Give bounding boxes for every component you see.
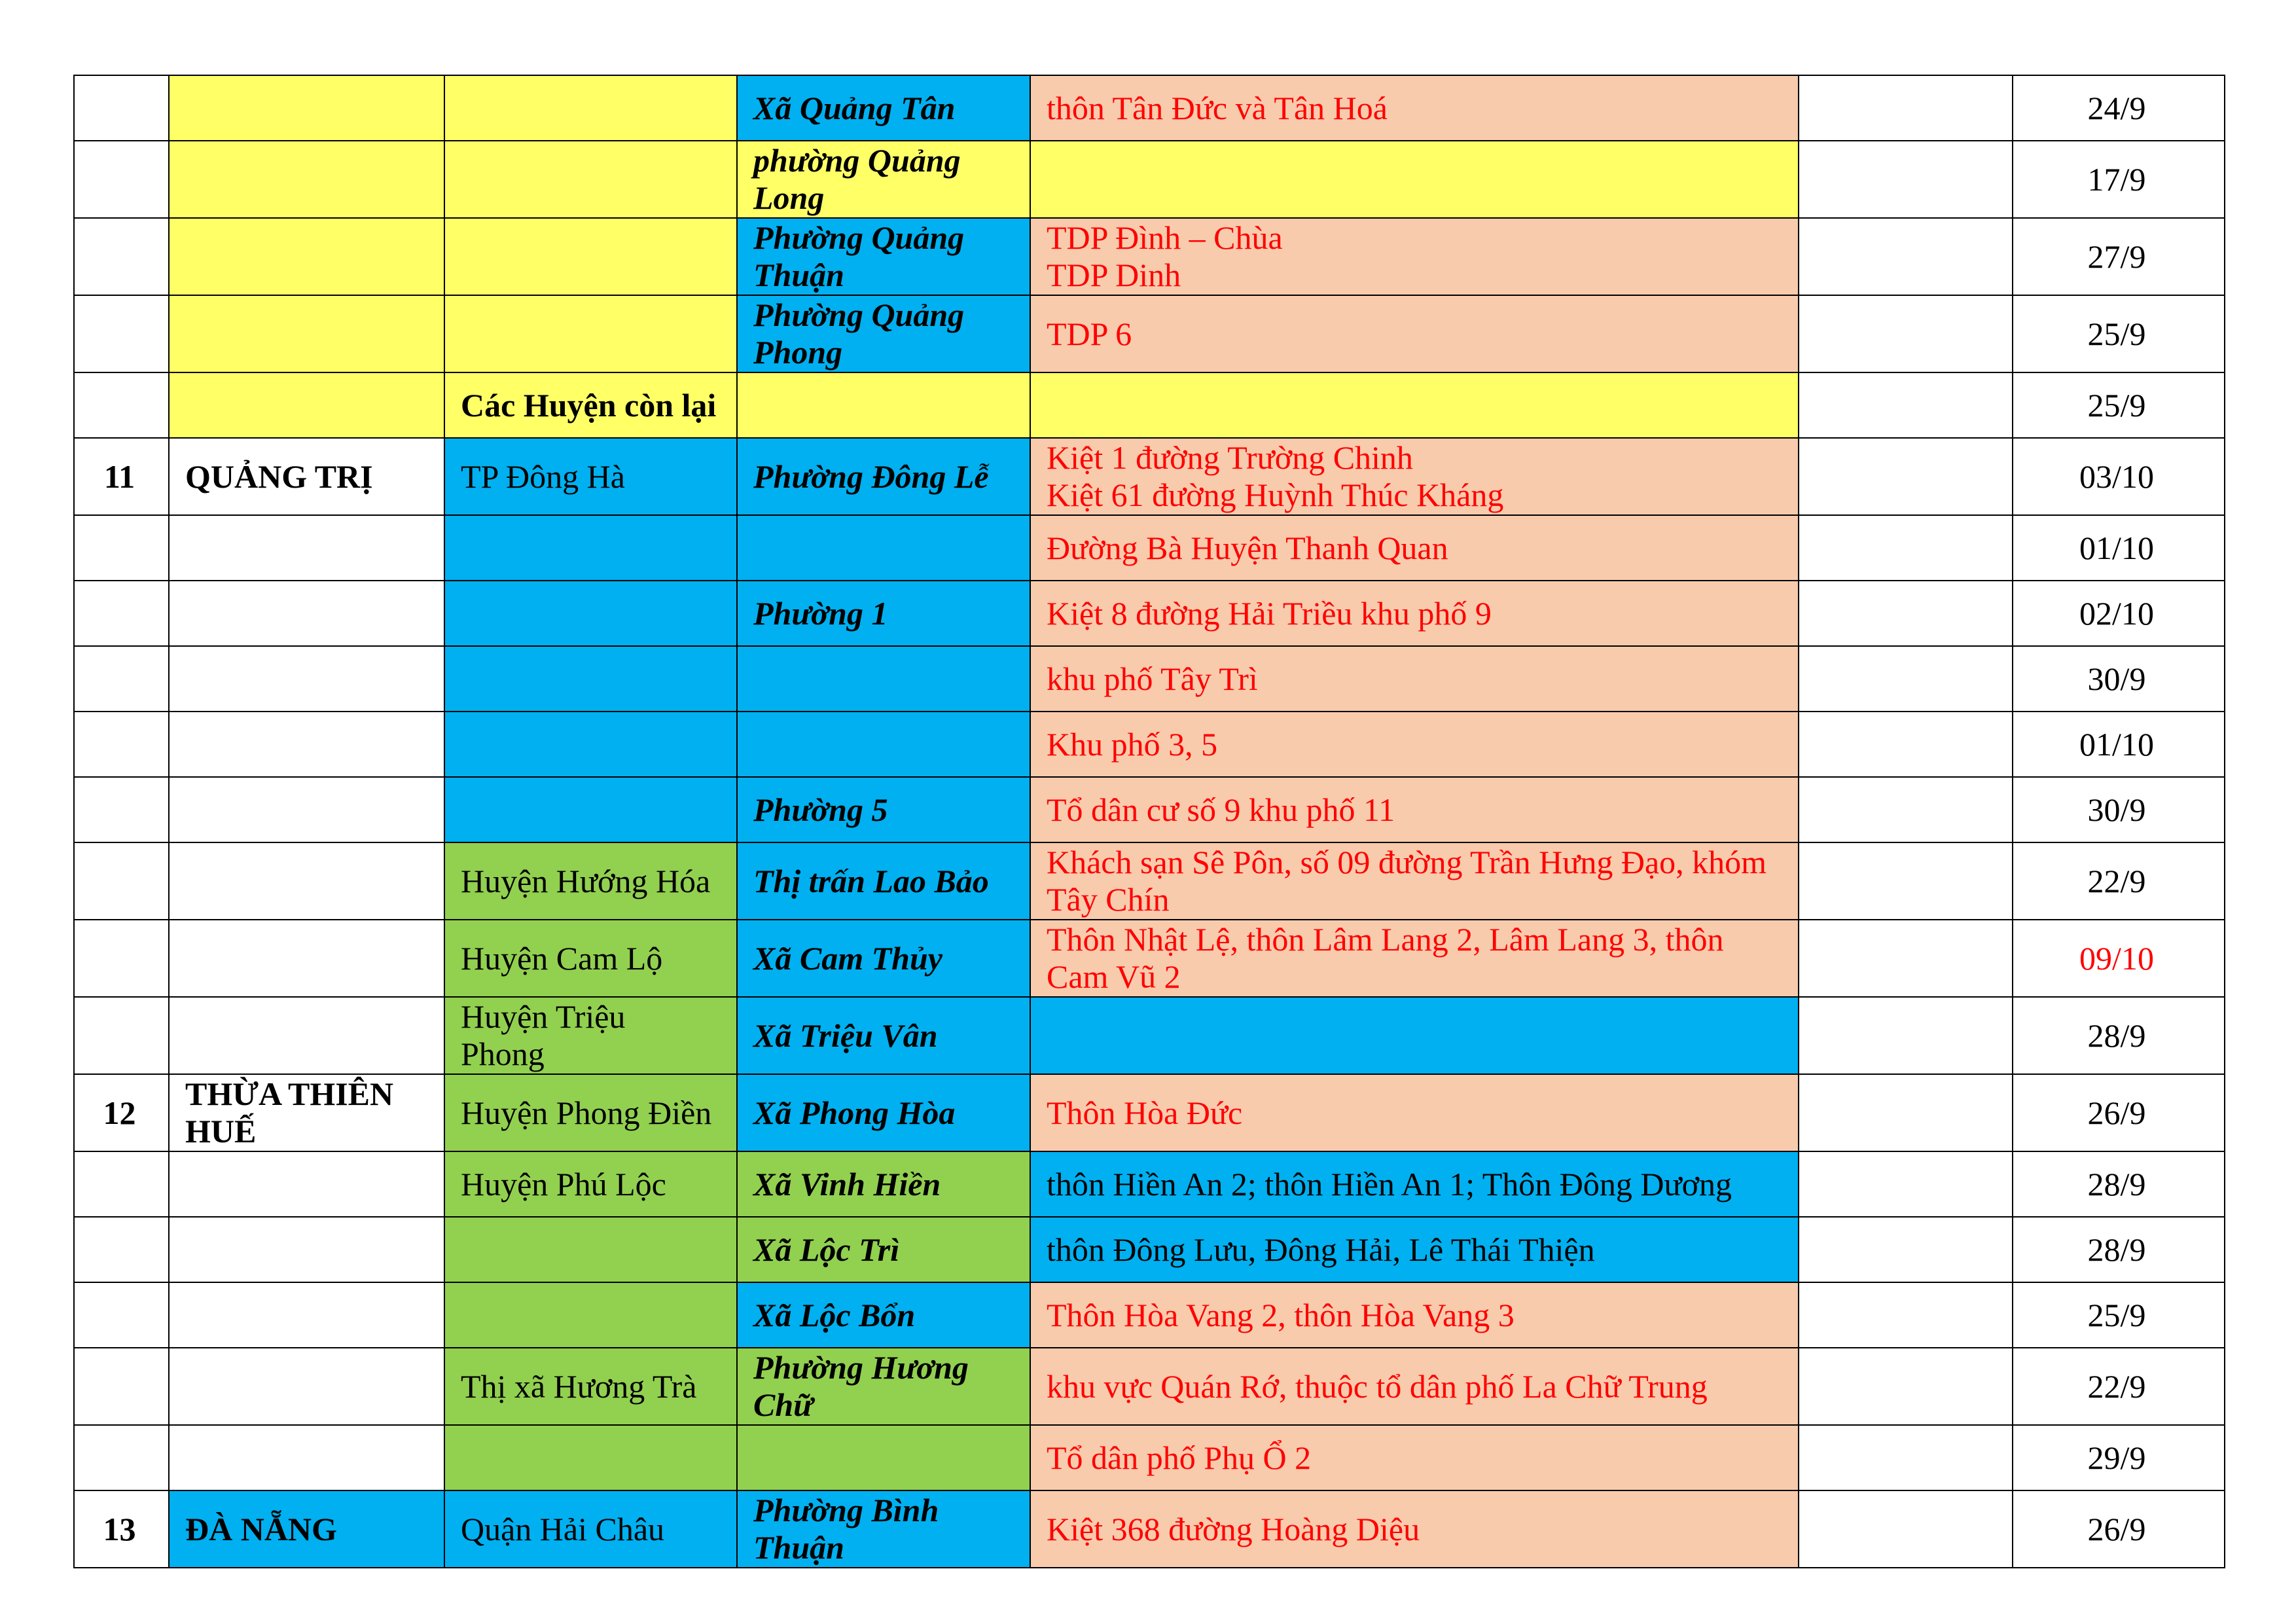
number-cell [74, 997, 169, 1074]
date-value: 22/9 [2087, 1367, 2146, 1405]
number-cell [74, 218, 169, 295]
commune-cell [737, 1282, 1030, 1348]
location-cell [1030, 515, 1799, 581]
commune-cell [737, 712, 1030, 777]
location-line: thôn Hiền An 2; thôn Hiền An 1; Thôn Đông Dương [1047, 1165, 1732, 1202]
date-value: 26/9 [2087, 1094, 2146, 1131]
location-cell [1030, 295, 1799, 372]
district-cell [444, 1074, 737, 1151]
province-cell [169, 438, 444, 515]
blank-cell [1799, 712, 2013, 777]
date-cell [2013, 646, 2225, 712]
location-line: Khách sạn Sê Pôn, số 09 đường Trần Hưng Đạo, khóm Tây Chín [1047, 844, 1767, 918]
date-cell [2013, 1282, 2225, 1348]
province-cell [169, 1490, 444, 1568]
location-cell [1030, 842, 1799, 920]
blank-cell [1799, 777, 2013, 842]
province-cell [169, 75, 444, 141]
table-row [74, 777, 2225, 842]
number-cell [74, 1217, 169, 1282]
province-cell [169, 1151, 444, 1217]
commune-cell [737, 1151, 1030, 1217]
location-line: Kiệt 61 đường Huỳnh Thúc Kháng [1047, 477, 1504, 513]
date-value: 25/9 [2087, 315, 2146, 352]
number-cell [74, 1490, 169, 1568]
blank-cell [1799, 1425, 2013, 1490]
province-name: QUẢNG TRỊ [185, 458, 373, 495]
location-cell [1030, 997, 1799, 1074]
province-cell [169, 1348, 444, 1425]
district-cell [444, 141, 737, 218]
number-cell [74, 646, 169, 712]
number-cell [74, 141, 169, 218]
table-row [74, 1425, 2225, 1490]
province-cell [169, 646, 444, 712]
blank-cell [1799, 1282, 2013, 1348]
date-cell [2013, 777, 2225, 842]
commune-name: Xã Lộc Trì [753, 1231, 900, 1268]
date-cell [2013, 438, 2225, 515]
blank-cell [1799, 1348, 2013, 1425]
date-value: 24/9 [2087, 89, 2146, 126]
row-number: 11 [103, 458, 135, 495]
location-line: Đường Bà Huyện Thanh Quan [1047, 529, 1448, 566]
number-cell [74, 75, 169, 141]
date-value: 30/9 [2087, 791, 2146, 828]
commune-cell [737, 1425, 1030, 1490]
location-line: Kiệt 1 đường Trường Chinh [1047, 439, 1413, 476]
commune-cell [737, 1348, 1030, 1425]
date-value: 25/9 [2087, 386, 2146, 424]
location-line: thôn Đông Lưu, Đông Hải, Lê Thái Thiện [1047, 1231, 1595, 1268]
location-line: Kiệt 8 đường Hải Triều khu phố 9 [1047, 594, 1492, 632]
commune-name: phường Quảng Long [753, 142, 961, 216]
number-cell [74, 581, 169, 646]
commune-name: Phường Quảng Phong [753, 297, 965, 370]
location-cell [1030, 777, 1799, 842]
date-value: 28/9 [2087, 1231, 2146, 1268]
commune-name: Thị trấn Lao Bảo [753, 862, 989, 899]
date-value: 28/9 [2087, 1017, 2146, 1054]
province-cell [169, 218, 444, 295]
district-name: Các Huyện còn lại [461, 386, 717, 424]
blank-cell [1799, 1151, 2013, 1217]
location-line: TDP Đình – Chùa [1047, 219, 1283, 256]
blank-cell [1799, 581, 2013, 646]
date-value: 25/9 [2087, 1296, 2146, 1333]
district-cell [444, 1348, 737, 1425]
commune-name: Phường Hương Chữ [753, 1349, 969, 1423]
district-name: Thị xã Hương Trà [461, 1367, 697, 1405]
blank-cell [1799, 75, 2013, 141]
blank-cell [1799, 515, 2013, 581]
location-cell [1030, 438, 1799, 515]
district-cell [444, 997, 737, 1074]
district-cell [444, 581, 737, 646]
location-cell [1030, 1074, 1799, 1151]
district-cell [444, 777, 737, 842]
date-cell [2013, 372, 2225, 438]
table-row [74, 581, 2225, 646]
table-row [74, 1217, 2225, 1282]
province-cell [169, 581, 444, 646]
district-cell [444, 75, 737, 141]
district-cell [444, 1425, 737, 1490]
location-line: khu phố Tây Trì [1047, 660, 1258, 697]
table-row [74, 920, 2225, 997]
district-cell [444, 438, 737, 515]
date-cell [2013, 1490, 2225, 1568]
number-cell [74, 372, 169, 438]
number-cell [74, 1074, 169, 1151]
location-cell [1030, 372, 1799, 438]
commune-cell [737, 372, 1030, 438]
province-cell [169, 712, 444, 777]
date-value: 03/10 [2079, 458, 2154, 495]
district-cell [444, 920, 737, 997]
table-row [74, 372, 2225, 438]
table-row [74, 75, 2225, 141]
location-line: TDP 6 [1047, 315, 1132, 352]
blank-cell [1799, 1217, 2013, 1282]
location-cell [1030, 1425, 1799, 1490]
blank-cell [1799, 842, 2013, 920]
province-cell [169, 295, 444, 372]
date-value: 28/9 [2087, 1165, 2146, 1202]
number-cell [74, 842, 169, 920]
location-line: thôn Tân Đức và Tân Hoá [1047, 89, 1388, 126]
blank-cell [1799, 141, 2013, 218]
location-line: Khu phố 3, 5 [1047, 725, 1218, 763]
blank-cell [1799, 997, 2013, 1074]
province-cell [169, 1217, 444, 1282]
district-name: Huyện Triệu Phong [461, 998, 626, 1072]
date-value: 02/10 [2079, 594, 2154, 632]
location-cell [1030, 581, 1799, 646]
province-cell [169, 997, 444, 1074]
date-value: 01/10 [2079, 529, 2154, 566]
number-cell [74, 777, 169, 842]
district-cell [444, 646, 737, 712]
table-row [74, 515, 2225, 581]
number-cell [74, 438, 169, 515]
date-value: 27/9 [2087, 238, 2146, 275]
commune-cell [737, 1217, 1030, 1282]
province-cell [169, 1425, 444, 1490]
location-cell [1030, 920, 1799, 997]
date-cell [2013, 1074, 2225, 1151]
table-row [74, 295, 2225, 372]
number-cell [74, 1348, 169, 1425]
district-cell [444, 842, 737, 920]
date-cell [2013, 295, 2225, 372]
location-line: khu vực Quán Rớ, thuộc tổ dân phố La Chữ Trung [1047, 1367, 1708, 1405]
table-row [74, 438, 2225, 515]
location-cell [1030, 712, 1799, 777]
row-number: 12 [103, 1094, 136, 1131]
location-cell [1030, 141, 1799, 218]
commune-name: Phường Quảng Thuận [753, 219, 965, 293]
district-name: Quận Hải Châu [461, 1510, 665, 1547]
location-cell [1030, 1151, 1799, 1217]
location-line: Tổ dân cư số 9 khu phố 11 [1047, 791, 1395, 828]
blank-cell [1799, 1490, 2013, 1568]
blank-cell [1799, 372, 2013, 438]
location-cell [1030, 75, 1799, 141]
district-name: Huyện Phú Lộc [461, 1165, 666, 1202]
blank-cell [1799, 295, 2013, 372]
province-cell [169, 842, 444, 920]
date-cell [2013, 218, 2225, 295]
date-value: 29/9 [2087, 1439, 2146, 1476]
table-row [74, 1348, 2225, 1425]
district-cell [444, 1217, 737, 1282]
table-row [74, 712, 2225, 777]
location-line: Thôn Nhật Lệ, thôn Lâm Lang 2, Lâm Lang 3, thôn Cam Vũ 2 [1047, 921, 1724, 995]
table-row [74, 218, 2225, 295]
table-row [74, 997, 2225, 1074]
location-line: TDP Dinh [1047, 257, 1181, 293]
date-cell [2013, 920, 2225, 997]
commune-cell [737, 842, 1030, 920]
date-cell [2013, 515, 2225, 581]
commune-cell [737, 1490, 1030, 1568]
table-row [74, 1282, 2225, 1348]
commune-cell [737, 75, 1030, 141]
date-value: 09/10 [2079, 939, 2154, 977]
commune-cell [737, 438, 1030, 515]
row-number: 13 [103, 1510, 136, 1547]
district-cell [444, 712, 737, 777]
commune-name: Xã Triệu Vân [753, 1017, 938, 1054]
date-cell [2013, 1425, 2225, 1490]
province-cell [169, 372, 444, 438]
date-value: 17/9 [2087, 160, 2146, 198]
number-cell [74, 712, 169, 777]
commune-name: Xã Quảng Tân [753, 89, 956, 126]
district-name: Huyện Cam Lộ [461, 939, 663, 977]
table-row [74, 1074, 2225, 1151]
commune-name: Phường 1 [753, 594, 888, 632]
date-value: 30/9 [2087, 660, 2146, 697]
date-cell [2013, 997, 2225, 1074]
table-row [74, 646, 2225, 712]
schedule-table [73, 75, 2225, 1568]
blank-cell [1799, 1074, 2013, 1151]
commune-name: Phường Đông Lễ [753, 458, 989, 495]
province-cell [169, 141, 444, 218]
district-cell [444, 218, 737, 295]
date-cell [2013, 141, 2225, 218]
commune-name: Phường Bình Thuận [753, 1492, 939, 1566]
commune-name: Xã Cam Thủy [753, 939, 942, 977]
district-cell [444, 1490, 737, 1568]
commune-cell [737, 1074, 1030, 1151]
date-cell [2013, 1151, 2225, 1217]
number-cell [74, 515, 169, 581]
district-name: Huyện Phong Điền [461, 1094, 712, 1131]
date-cell [2013, 1348, 2225, 1425]
location-line: Thôn Hòa Vang 2, thôn Hòa Vang 3 [1047, 1296, 1515, 1333]
province-cell [169, 515, 444, 581]
number-cell [74, 295, 169, 372]
date-cell [2013, 712, 2225, 777]
number-cell [74, 1425, 169, 1490]
commune-name: Phường 5 [753, 791, 888, 828]
province-name: ĐÀ NẴNG [185, 1510, 337, 1547]
location-cell [1030, 646, 1799, 712]
province-cell [169, 1074, 444, 1151]
commune-name: Xã Lộc Bổn [753, 1296, 916, 1333]
date-cell [2013, 842, 2225, 920]
commune-cell [737, 777, 1030, 842]
district-name: TP Đông Hà [461, 458, 625, 495]
district-cell [444, 372, 737, 438]
district-cell [444, 1151, 737, 1217]
location-cell [1030, 1282, 1799, 1348]
blank-cell [1799, 920, 2013, 997]
date-cell [2013, 581, 2225, 646]
commune-cell [737, 581, 1030, 646]
location-cell [1030, 1217, 1799, 1282]
commune-name: Xã Phong Hòa [753, 1094, 956, 1131]
commune-name: Xã Vinh Hiền [753, 1165, 941, 1202]
district-name: Huyện Hướng Hóa [461, 862, 711, 899]
commune-cell [737, 515, 1030, 581]
commune-cell [737, 295, 1030, 372]
province-cell [169, 920, 444, 997]
number-cell [74, 920, 169, 997]
date-value: 26/9 [2087, 1510, 2146, 1547]
blank-cell [1799, 218, 2013, 295]
blank-cell [1799, 438, 2013, 515]
location-cell [1030, 1348, 1799, 1425]
location-line: Tổ dân phố Phụ Ổ 2 [1047, 1439, 1312, 1476]
date-cell [2013, 1217, 2225, 1282]
number-cell [74, 1151, 169, 1217]
location-cell [1030, 218, 1799, 295]
commune-cell [737, 646, 1030, 712]
province-cell [169, 1282, 444, 1348]
table-row [74, 842, 2225, 920]
date-value: 01/10 [2079, 725, 2154, 763]
number-cell [74, 1282, 169, 1348]
date-cell [2013, 75, 2225, 141]
province-name: THỪA THIÊN HUẾ [185, 1075, 394, 1149]
district-cell [444, 295, 737, 372]
date-value: 22/9 [2087, 862, 2146, 899]
commune-cell [737, 141, 1030, 218]
blank-cell [1799, 646, 2013, 712]
province-cell [169, 777, 444, 842]
commune-cell [737, 218, 1030, 295]
district-cell [444, 515, 737, 581]
table-row [74, 1151, 2225, 1217]
commune-cell [737, 920, 1030, 997]
commune-cell [737, 997, 1030, 1074]
district-cell [444, 1282, 737, 1348]
location-line: Kiệt 368 đường Hoàng Diệu [1047, 1510, 1420, 1547]
location-line: Thôn Hòa Đức [1047, 1094, 1243, 1131]
table-row [74, 1490, 2225, 1568]
location-cell [1030, 1490, 1799, 1568]
table-row [74, 141, 2225, 218]
